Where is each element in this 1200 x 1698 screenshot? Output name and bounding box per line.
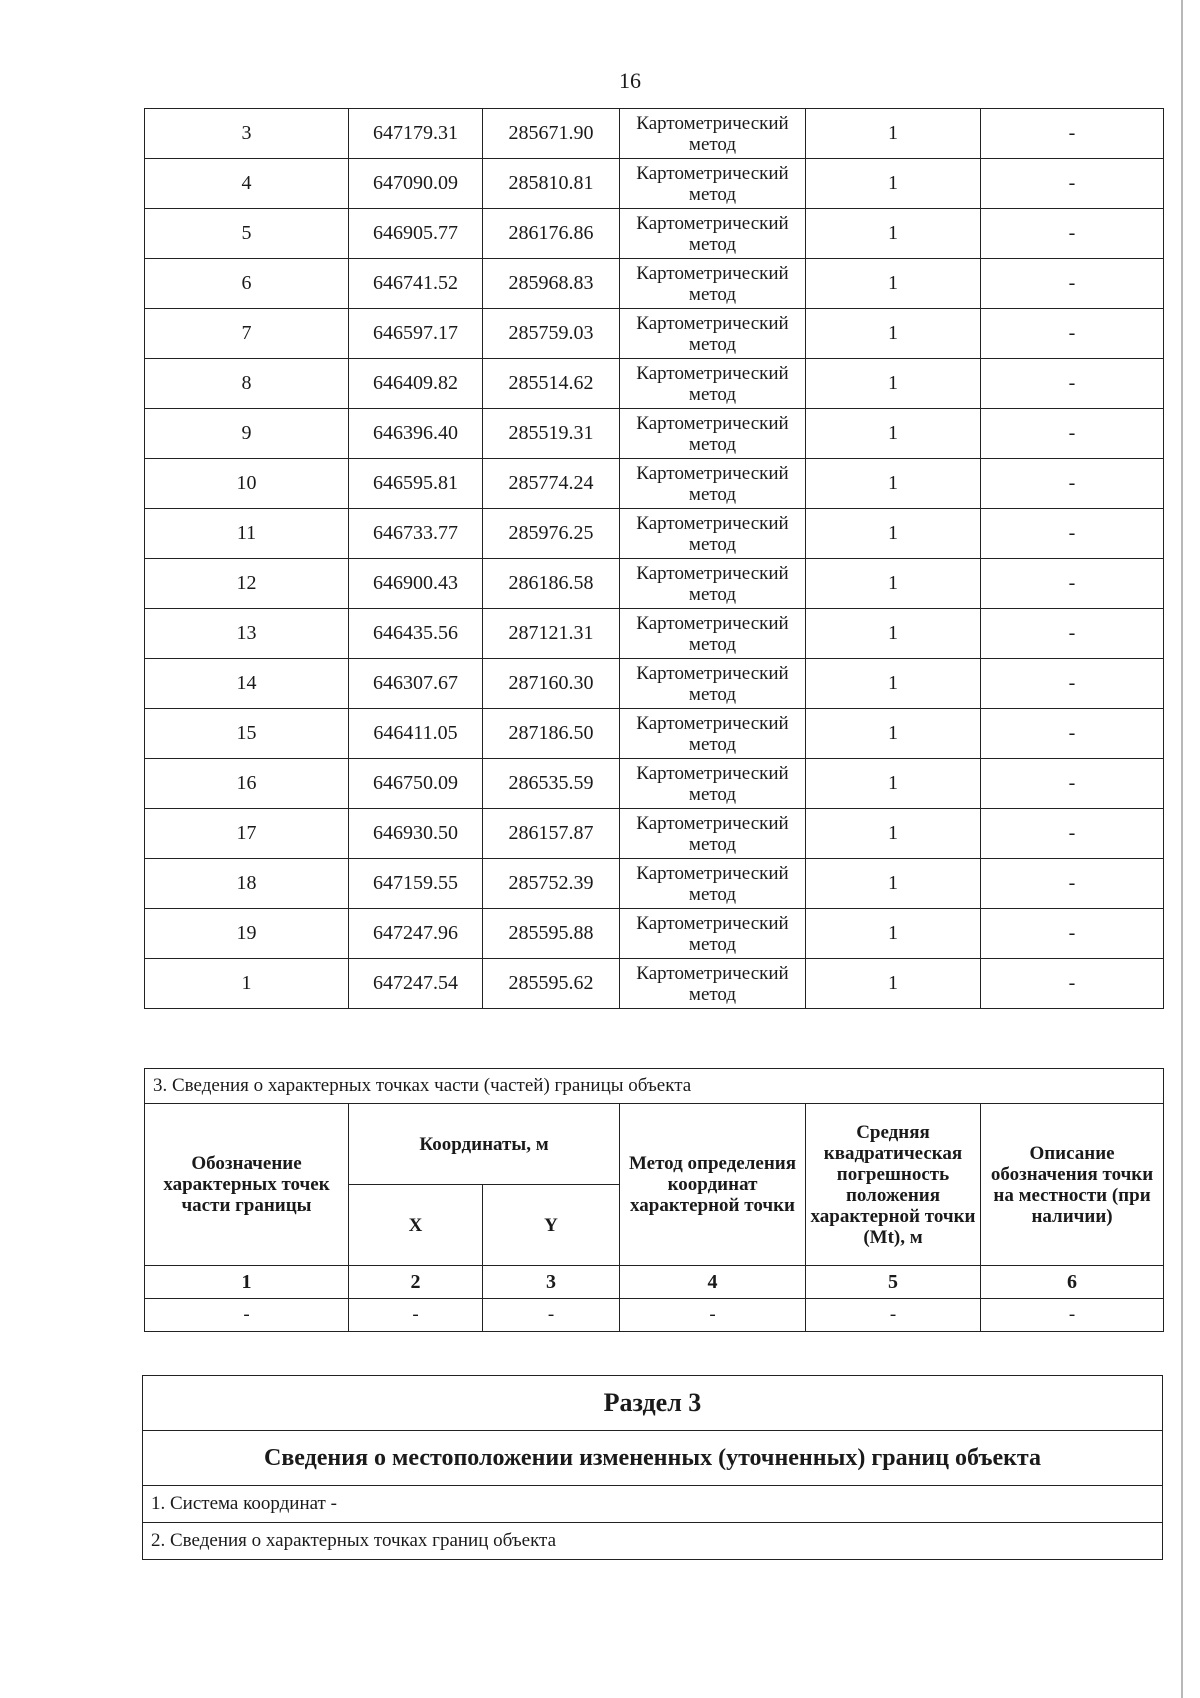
y-cell: 287160.30	[483, 659, 620, 709]
method-cell: Картометрический метод	[620, 609, 806, 659]
empty-cell: -	[620, 1299, 806, 1332]
description-cell: -	[981, 709, 1164, 759]
header-x: X	[349, 1185, 483, 1266]
point-cell: 12	[145, 559, 349, 609]
table-row	[145, 859, 1164, 909]
method-cell: Картометрический метод	[620, 559, 806, 609]
x-cell: 646900.43	[349, 559, 483, 609]
description-cell: -	[981, 359, 1164, 409]
description-cell: -	[981, 309, 1164, 359]
table-row	[145, 409, 1164, 459]
boundary-points-table	[144, 108, 1164, 1009]
boundary-points-info-line: 2. Сведения о характерных точках границ объекта	[143, 1523, 1163, 1560]
y-cell: 286186.58	[483, 559, 620, 609]
x-cell: 646741.52	[349, 259, 483, 309]
description-cell: -	[981, 959, 1164, 1009]
table-row	[145, 709, 1164, 759]
mt-cell: 1	[806, 959, 981, 1009]
mt-cell: 1	[806, 909, 981, 959]
method-cell: Картометрический метод	[620, 909, 806, 959]
point-cell: 5	[145, 209, 349, 259]
x-cell: 646411.05	[349, 709, 483, 759]
description-cell: -	[981, 259, 1164, 309]
mt-cell: 1	[806, 659, 981, 709]
y-cell: 285595.88	[483, 909, 620, 959]
mt-cell: 1	[806, 409, 981, 459]
y-cell: 286176.86	[483, 209, 620, 259]
point-cell: 6	[145, 259, 349, 309]
x-cell: 646595.81	[349, 459, 483, 509]
description-cell: -	[981, 859, 1164, 909]
page-number: 16	[619, 68, 641, 93]
mt-cell: 1	[806, 359, 981, 409]
table-row	[145, 159, 1164, 209]
method-cell: Картометрический метод	[620, 859, 806, 909]
section3-subtitle: Сведения о местоположении измененных (уточненных) границ объекта	[143, 1431, 1163, 1486]
table-row	[145, 609, 1164, 659]
table-row	[145, 459, 1164, 509]
x-cell: 647247.54	[349, 959, 483, 1009]
table-row	[145, 509, 1164, 559]
mt-cell: 1	[806, 609, 981, 659]
description-cell: -	[981, 609, 1164, 659]
point-cell: 1	[145, 959, 349, 1009]
description-cell: -	[981, 559, 1164, 609]
section3-title: Раздел 3	[143, 1376, 1163, 1431]
column-number-cell: 2	[349, 1266, 483, 1299]
mt-cell: 1	[806, 209, 981, 259]
header-method: Метод определения координат характерной точки	[620, 1104, 806, 1266]
table-row	[145, 809, 1164, 859]
x-cell: 646435.56	[349, 609, 483, 659]
description-cell: -	[981, 109, 1164, 159]
point-cell: 7	[145, 309, 349, 359]
mt-cell: 1	[806, 109, 981, 159]
method-cell: Картометрический метод	[620, 709, 806, 759]
section3-table	[142, 1375, 1163, 1560]
empty-cell: -	[145, 1299, 349, 1332]
point-cell: 3	[145, 109, 349, 159]
mt-cell: 1	[806, 809, 981, 859]
method-cell: Картометрический метод	[620, 459, 806, 509]
table-row	[145, 959, 1164, 1009]
empty-data-row	[145, 1299, 1164, 1332]
point-cell: 14	[145, 659, 349, 709]
empty-cell: -	[349, 1299, 483, 1332]
x-cell: 647179.31	[349, 109, 483, 159]
table-row	[145, 559, 1164, 609]
point-cell: 8	[145, 359, 349, 409]
header-mt: Средняя квадратическая погрешность положения характерной точки (Mt), м	[806, 1104, 981, 1266]
y-cell: 285514.62	[483, 359, 620, 409]
mt-cell: 1	[806, 309, 981, 359]
description-cell: -	[981, 459, 1164, 509]
description-cell: -	[981, 909, 1164, 959]
header-point-label: Обозначение характерных точек части границы	[145, 1104, 349, 1266]
method-cell: Картометрический метод	[620, 509, 806, 559]
x-cell: 647247.96	[349, 909, 483, 959]
x-cell: 646905.77	[349, 209, 483, 259]
y-cell: 285759.03	[483, 309, 620, 359]
x-cell: 646396.40	[349, 409, 483, 459]
boundary-points-body	[145, 109, 1164, 1009]
point-cell: 9	[145, 409, 349, 459]
column-number-cell: 4	[620, 1266, 806, 1299]
point-cell: 19	[145, 909, 349, 959]
method-cell: Картометрический метод	[620, 359, 806, 409]
mt-cell: 1	[806, 759, 981, 809]
table-row	[145, 759, 1164, 809]
y-cell: 285671.90	[483, 109, 620, 159]
column-number-cell: 5	[806, 1266, 981, 1299]
header-y: Y	[483, 1185, 620, 1266]
description-cell: -	[981, 659, 1164, 709]
description-cell: -	[981, 159, 1164, 209]
mt-cell: 1	[806, 159, 981, 209]
method-cell: Картометрический метод	[620, 659, 806, 709]
method-cell: Картометрический метод	[620, 159, 806, 209]
column-number-cell: 6	[981, 1266, 1164, 1299]
table-row	[145, 909, 1164, 959]
point-cell: 11	[145, 509, 349, 559]
x-cell: 646597.17	[349, 309, 483, 359]
empty-cell: -	[981, 1299, 1164, 1332]
point-cell: 13	[145, 609, 349, 659]
point-cell: 17	[145, 809, 349, 859]
x-cell: 646307.67	[349, 659, 483, 709]
method-cell: Картометрический метод	[620, 959, 806, 1009]
description-cell: -	[981, 809, 1164, 859]
mt-cell: 1	[806, 559, 981, 609]
x-cell: 647159.55	[349, 859, 483, 909]
method-cell: Картометрический метод	[620, 409, 806, 459]
x-cell: 646930.50	[349, 809, 483, 859]
mt-cell: 1	[806, 459, 981, 509]
table-row	[145, 359, 1164, 409]
point-cell: 15	[145, 709, 349, 759]
method-cell: Картометрический метод	[620, 809, 806, 859]
table-row	[145, 659, 1164, 709]
header-coordinates: Координаты, м	[349, 1104, 620, 1185]
method-cell: Картометрический метод	[620, 309, 806, 359]
part-boundary-points-table	[144, 1068, 1164, 1332]
column-number-row	[145, 1266, 1164, 1299]
x-cell: 646750.09	[349, 759, 483, 809]
description-cell: -	[981, 759, 1164, 809]
description-cell: -	[981, 409, 1164, 459]
y-cell: 285810.81	[483, 159, 620, 209]
y-cell: 286535.59	[483, 759, 620, 809]
table-row	[145, 259, 1164, 309]
scan-edge-line	[1181, 0, 1183, 1698]
description-cell: -	[981, 509, 1164, 559]
empty-cell: -	[483, 1299, 620, 1332]
mt-cell: 1	[806, 709, 981, 759]
y-cell: 285752.39	[483, 859, 620, 909]
method-cell: Картометрический метод	[620, 759, 806, 809]
header-description: Описание обозначения точки на местности (при наличии)	[981, 1104, 1164, 1266]
x-cell: 646409.82	[349, 359, 483, 409]
y-cell: 285774.24	[483, 459, 620, 509]
point-cell: 4	[145, 159, 349, 209]
y-cell: 287121.31	[483, 609, 620, 659]
y-cell: 285595.62	[483, 959, 620, 1009]
table-row	[145, 309, 1164, 359]
x-cell: 647090.09	[349, 159, 483, 209]
point-cell: 18	[145, 859, 349, 909]
point-cell: 16	[145, 759, 349, 809]
method-cell: Картометрический метод	[620, 109, 806, 159]
empty-cell: -	[806, 1299, 981, 1332]
y-cell: 285976.25	[483, 509, 620, 559]
part-boundary-caption: 3. Сведения о характерных точках части (частей) границы объекта	[145, 1069, 1164, 1104]
y-cell: 286157.87	[483, 809, 620, 859]
mt-cell: 1	[806, 509, 981, 559]
mt-cell: 1	[806, 859, 981, 909]
coordinate-system-line: 1. Система координат -	[143, 1486, 1163, 1523]
y-cell: 285519.31	[483, 409, 620, 459]
column-number-cell: 3	[483, 1266, 620, 1299]
method-cell: Картометрический метод	[620, 259, 806, 309]
description-cell: -	[981, 209, 1164, 259]
table-row	[145, 109, 1164, 159]
x-cell: 646733.77	[349, 509, 483, 559]
y-cell: 287186.50	[483, 709, 620, 759]
method-cell: Картометрический метод	[620, 209, 806, 259]
column-number-cell: 1	[145, 1266, 349, 1299]
table-row	[145, 209, 1164, 259]
point-cell: 10	[145, 459, 349, 509]
mt-cell: 1	[806, 259, 981, 309]
y-cell: 285968.83	[483, 259, 620, 309]
